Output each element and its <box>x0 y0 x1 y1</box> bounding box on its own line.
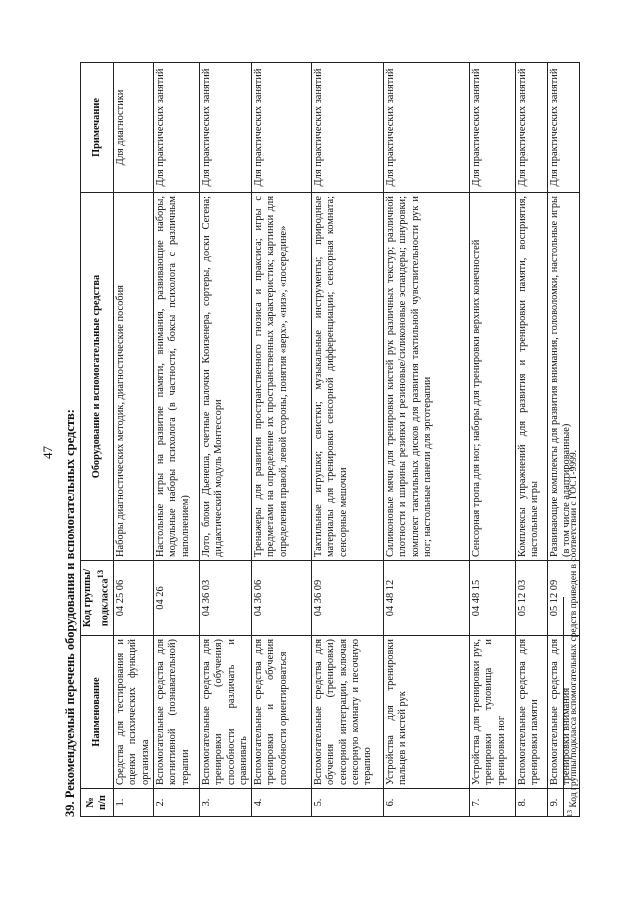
cell-num: 8. <box>516 789 548 817</box>
cell-note: Для практических занятий <box>312 63 384 193</box>
table-row <box>114 63 154 817</box>
cell-code: 05 12 03 <box>516 561 548 636</box>
cell-num: 2. <box>153 789 199 817</box>
cell-num: 5. <box>312 789 384 817</box>
cell-num: 3. <box>199 789 251 817</box>
cell-note: Для практических занятий <box>252 63 312 193</box>
header-note: Примечание <box>81 63 114 193</box>
cell-name: Вспомогательные средства для тренировки внимания <box>548 636 580 789</box>
cell-note: Для диагностики <box>114 63 154 193</box>
cell-note: Для практических занятий <box>516 63 548 193</box>
table-row <box>199 63 251 817</box>
cell-equipment: Тренажеры для развития пространственного гнозиса и праксиса; игры с предметами на определение их пространственных характеристик; картинки для определения правой, левой стороны, понятия «верх», «низ», «посередине» <box>252 193 312 561</box>
cell-num: 6. <box>384 789 470 817</box>
cell-equipment: Комплексы упражнений для развития и тренировки памяти, восприятия, настольные игры <box>516 193 548 561</box>
cell-note: Для практических занятий <box>153 63 199 193</box>
cell-equipment: Настольные игры на развитие памяти, внимания, развивающие наборы, модульные наборы психолога (в частности, боксы психолога с различным наполнением) <box>153 193 199 561</box>
cell-equipment: Силиконовые мячи для тренировки кистей рук различных текстур; различной плотности и ширины резинки и резиновые/силиконовые эспандеры; шнуровки; комплект тактильных дисков для развития тактильной чувствительности рук и ног; настольные панели для эрготерапии <box>384 193 470 561</box>
cell-num: 4. <box>252 789 312 817</box>
cell-note: Для практических занятий <box>548 63 580 193</box>
cell-code: 04 25 06 <box>114 561 154 636</box>
cell-code: 04 36 06 <box>252 561 312 636</box>
footnote <box>566 450 579 817</box>
table-row <box>470 63 516 817</box>
cell-equipment: Наборы диагностических методик, диагностические пособия <box>114 193 154 561</box>
header-name: Наименование <box>81 636 114 789</box>
table-row <box>312 63 384 817</box>
cell-num: 7. <box>470 789 516 817</box>
cell-code: 04 26 <box>153 561 199 636</box>
rotated-content <box>30 30 610 875</box>
footnote-text: Код группы/подкласса вспомогательных средств приведен в соответствии с ГОСТ-9999. <box>569 450 580 808</box>
cell-code: 04 48 15 <box>470 561 516 636</box>
footnote-marker: 13 <box>566 810 574 817</box>
section-heading: 39. Рекомендуемый перечень оборудования и вспомогательных средств: <box>63 409 77 817</box>
table-row <box>153 63 199 817</box>
header-code-label: Код группы/ подкласса <box>82 568 111 628</box>
table-header-row <box>81 63 114 817</box>
cell-note: Для практических занятий <box>470 63 516 193</box>
table-body <box>114 63 580 817</box>
cell-note: Для практических занятий <box>199 63 251 193</box>
cell-code: 04 48 12 <box>384 561 470 636</box>
cell-name: Вспомогательные средства для когнитивной (познавательной) терапии <box>153 636 199 789</box>
cell-name: Вспомогательные средства для тренировки (обучения) способности различать и сравнивать <box>199 636 251 789</box>
cell-equipment: Развивающие комплекты для развития внимания, головоломки, настольные игры (в том числе адаптированные) <box>548 193 580 561</box>
cell-num: 1. <box>114 789 154 817</box>
cell-name: Вспомогательные средства для тренировки и обучения способности ориентироваться <box>252 636 312 789</box>
page-number: 47 <box>40 446 55 459</box>
cell-code: 04 36 09 <box>312 561 384 636</box>
table-row <box>384 63 470 817</box>
cell-name: Устройства для тренировки пальцев и кистей рук <box>384 636 470 789</box>
table-row <box>516 63 548 817</box>
cell-name: Вспомогательные средства для обучения (тренировки) сенсорной интеграции, включая сенсорную комнату и песочную терапию <box>312 636 384 789</box>
cell-note: Для практических занятий <box>384 63 470 193</box>
cell-equipment: Лото, блоки Дьенеша, счетные палочки Кюизенера, сортеры, доски Сегена; дидактический модуль Монтессори <box>199 193 251 561</box>
cell-equipment: Сенсорная тропа для ног; наборы для тренировки верхних конечностей <box>470 193 516 561</box>
header-num: № п/п <box>81 789 114 817</box>
footnote-separator <box>563 597 564 817</box>
header-code <box>81 561 114 636</box>
cell-name: Вспомогательные средства для тренировки памяти <box>516 636 548 789</box>
table-row <box>252 63 312 817</box>
cell-code: 04 36 03 <box>199 561 251 636</box>
cell-num: 9. <box>548 789 580 817</box>
header-code-footnote-marker: 13 <box>95 569 106 579</box>
header-equipment: Оборудование и вспомогательные средства <box>81 193 114 561</box>
equipment-table <box>80 62 580 817</box>
cell-name: Устройства для тренировки рук, тренировки туловища и тренировки ног <box>470 636 516 789</box>
cell-name: Средства для тестирования и оценки психических функций организма <box>114 636 154 789</box>
cell-code: 05 12 09 <box>548 561 580 636</box>
cell-equipment: Тактильные игрушки; свистки; музыкальные инструменты; природные материалы для тренировки сенсорной дифференциации; сенсорная комната; сенсорные мешочки <box>312 193 384 561</box>
